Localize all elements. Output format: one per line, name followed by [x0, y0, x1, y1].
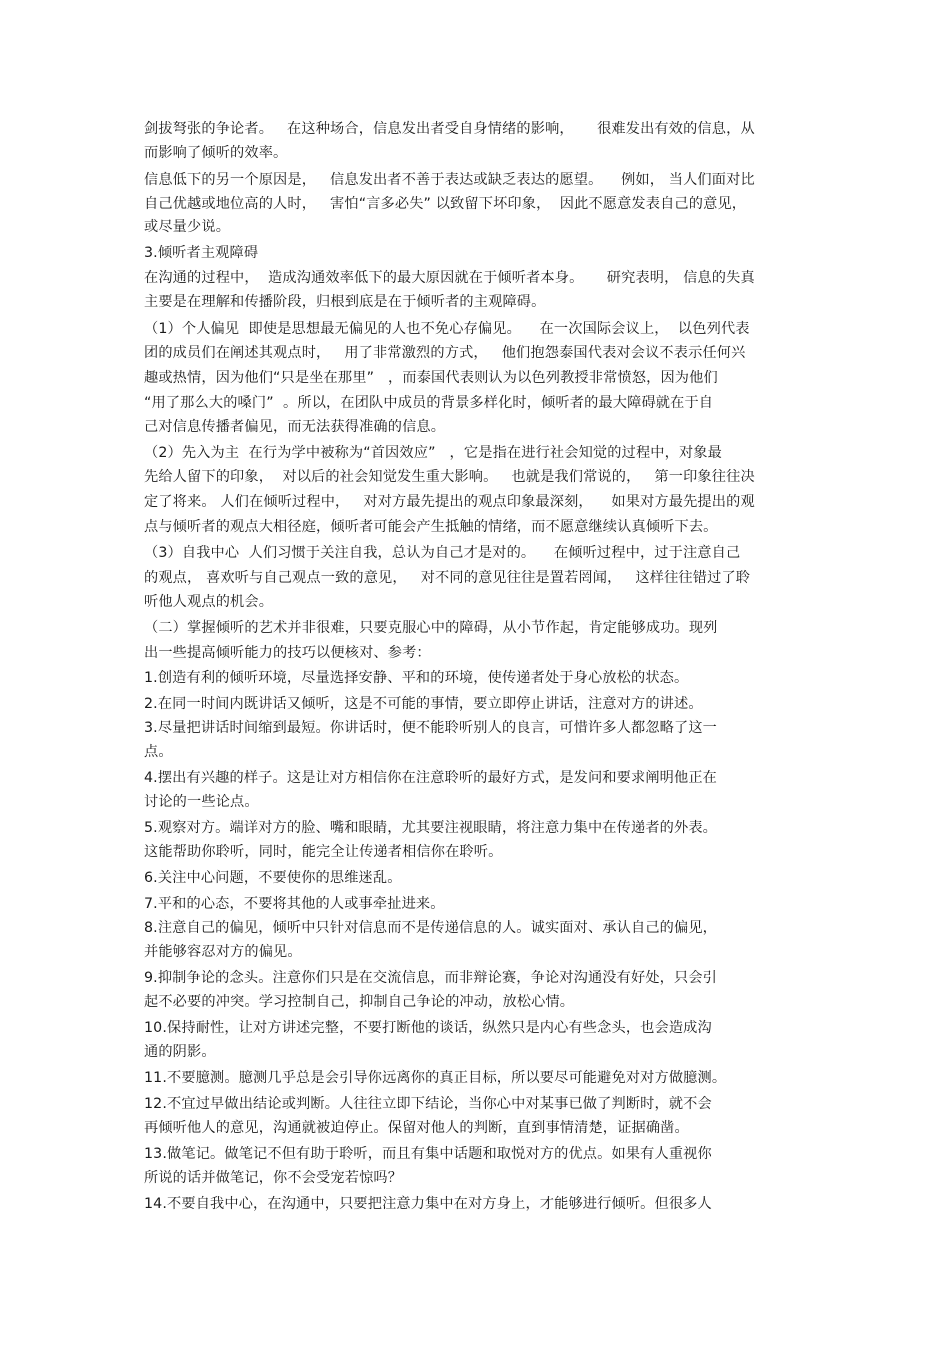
- list-item: 讨论的一些论点。: [144, 794, 259, 810]
- list-item: 7.平和的心态，不要将其他的人或事牵扯进来。: [144, 896, 445, 912]
- text-line: 主要是在理解和传播阶段，归根到底是在于倾听者的主观障碍。: [144, 294, 546, 310]
- text-line: 点与倾听者的观点大相径庭，倾听者可能会产生抵触的情绪，而不愿意继续认真倾听下去。: [144, 519, 718, 535]
- text-line: 剑拔弩张的争论者。 在这种场合，信息发出者受自身情绪的影响， 很难发出有效的信息，从: [144, 121, 755, 137]
- list-item: 所说的话并做笔记，你不会受宠若惊吗？: [144, 1170, 403, 1186]
- list-item: 6.关注中心问题，不要使你的思维迷乱。: [144, 870, 402, 886]
- list-item: 通的阴影。: [144, 1044, 216, 1060]
- list-item: 12.不宜过早做出结论或判断。人往往立即下结论，当你心中对某事已做了判断时，就不会: [144, 1096, 712, 1112]
- text-line: 或尽量少说。: [144, 219, 231, 235]
- list-item: 并能够容忍对方的偏见。: [144, 944, 302, 960]
- text-line: “用了那么大的嗓门” 。所以，在团队中成员的背景多样化时，倾听者的最大障碍就在于自: [144, 395, 714, 411]
- list-item: 11.不要臆测。臆测几乎总是会引导你远离你的真正目标，所以要尽可能避免对对方做臆测。: [144, 1070, 727, 1086]
- text-line: 而影响了倾听的效率。: [144, 145, 288, 161]
- list-item: 再倾听他人的意见，沟通就被迫停止。保留对他人的判断，直到事情清楚，证据确凿。: [144, 1120, 689, 1136]
- text-line: 自己优越或地位高的人时， 害怕“言多必失” 以致留下坏印象， 因此不愿意发表自己的意见，: [144, 196, 747, 212]
- list-item: 1.创造有利的倾听环境，尽量选择安静、平和的环境，使传递者处于身心放松的状态。: [144, 670, 689, 686]
- text-line: 团的成员们在阐述其观点时， 用了非常激烈的方式， 他们抱怨泰国代表对会议不表示任何兴: [144, 345, 746, 361]
- text-line: 信息低下的另一个原因是， 信息发出者不善于表达或缺乏表达的愿望。 例如， 当人们面对比: [144, 172, 755, 188]
- list-item: 2.在同一时间内既讲话又倾听，这是不可能的事情，要立即停止讲话，注意对方的讲述。: [144, 696, 703, 712]
- list-item: 10.保持耐性，让对方讲述完整，不要打断他的谈话，纵然只是内心有些念头，也会造成沟: [144, 1020, 712, 1036]
- list-item: 点。: [144, 744, 173, 760]
- list-item: 8.注意自己的偏见，倾听中只针对信息而不是传递信息的人。诚实面对、承认自己的偏见，: [144, 920, 718, 936]
- text-line: （二）掌握倾听的艺术并非很难，只要克服心中的障碍，从小节作起，肯定能够成功。现列: [144, 620, 718, 636]
- text-line: 己对信息传播者偏见，而无法获得准确的信息。: [144, 419, 446, 435]
- list-item: 14.不要自我中心，在沟通中，只要把注意力集中在对方身上，才能够进行倾听。但很多人: [144, 1196, 712, 1212]
- text-line: （3）自我中心 人们习惯于关注自我，总认为自己才是对的。 在倾听过程中，过于注意自己: [144, 545, 741, 561]
- section-heading: 3.倾听者主观障碍: [144, 245, 259, 261]
- text-line: （1）个人偏见 即使是思想最无偏见的人也不免心存偏见。 在一次国际会议上， 以色列代表: [144, 321, 750, 337]
- text-line: 出一些提高倾听能力的技巧以便核对、参考：: [144, 645, 431, 661]
- list-item: 4.摆出有兴趣的样子。这是让对方相信你在注意聆听的最好方式，是发问和要求阐明他正在: [144, 770, 718, 786]
- list-item: 9.抑制争论的念头。注意你们只是在交流信息，而非辩论赛，争论对沟通没有好处，只会引: [144, 970, 718, 986]
- text-line: 听他人观点的机会。: [144, 594, 274, 610]
- list-item: 这能帮助你聆听，同时，能完全让传递者相信你在聆听。: [144, 844, 503, 860]
- list-item: 3.尽量把讲话时间缩到最短。你讲话时，便不能聆听别人的良言，可惜许多人都忽略了这一: [144, 720, 718, 736]
- text-line: 的观点， 喜欢听与自己观点一致的意见， 对不同的意见往往是置若罔闻， 这样往往错过了聆: [144, 570, 751, 586]
- text-line: 在沟通的过程中， 造成沟通效率低下的最大原因就在于倾听者本身。 研究表明， 信息的失真: [144, 270, 755, 286]
- text-line: （2）先入为主 在行为学中被称为“首因效应” ，它是指在进行社会知觉的过程中，对象最: [144, 445, 722, 461]
- list-item: 13.做笔记。做笔记不但有助于聆听，而且有集中话题和取悦对方的优点。如果有人重视你: [144, 1146, 712, 1162]
- text-line: 趣或热情，因为他们“只是坐在那里” ，而泰国代表则认为以色列教授非常愤怒，因为他们: [144, 370, 718, 386]
- text-line: 先给人留下的印象， 对以后的社会知觉发生重大影响。 也就是我们常说的， 第一印象往往决: [144, 469, 755, 485]
- list-item: 5.观察对方。端详对方的脸、嘴和眼睛，尤其要注视眼睛，将注意力集中在传递者的外表。: [144, 820, 718, 836]
- list-item: 起不必要的冲突。学习控制自己，抑制自己争论的冲动，放松心情。: [144, 994, 575, 1010]
- text-line: 定了将来。 人们在倾听过程中， 对对方最先提出的观点印象最深刻， 如果对方最先提出的观: [144, 494, 755, 510]
